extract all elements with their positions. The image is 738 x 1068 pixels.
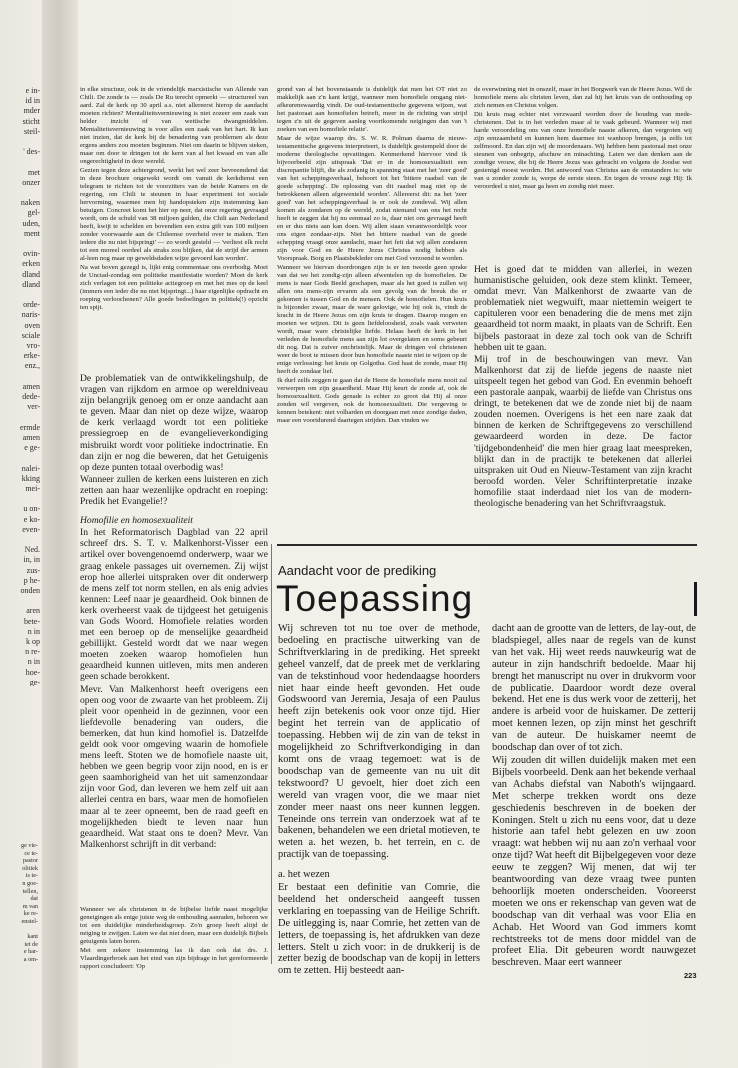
left-page-fragment-lower: [0, 842, 38, 962]
article-c1-subheading: a. het wezen: [278, 869, 330, 881]
fragment-line: met: [28, 167, 40, 177]
fragment-line: e ko-: [23, 514, 40, 524]
fragment-line: ermde: [20, 422, 40, 432]
fragment-line: Ned.: [24, 545, 40, 555]
fragment-line: iet de: [24, 940, 38, 948]
col1-para-8: Wanneer we als christenen in de bijbelse liefde naast mogelijke geneigingen als enige juiste weg de onthouding aanraden, behoren we tot een duidelijke minderheidsgroep. Zo'n groep heeft altijd de neiging te zwijgen. Laten we dat niet doen, maar een duidelijk Bijbels getuigenis laten horen.: [80, 906, 268, 945]
fragment-line: [0, 372, 40, 382]
fragment-line: e in-: [25, 86, 40, 95]
col1-para-1: in elke structuur, ook in de vriendelijk marxistische van Allende van Chili. De zonde is — zoals De Ru terecht opmerkt — structureel van aard. Zal de kerk op 30 april a.s. niet allereerst hierop de aandacht moeten richten? Mentaliteitsvernieuwing is niet zozeer een zaak van helder inzicht of van wettische dwangmiddelen. Mentaliteitsvernieuwing is voor alles een zaak van het hart. Ik kan niet inzien, dat de kerk bij de benadering van problemen als deze ergens anders zou moeten beginnen. Niet om daarin te blijven steken, maar om door te dringen tot de kern van al het kwaad en van alle ongerechtigheid in deze wereld.: [80, 86, 268, 165]
fragment-line: enstel-: [21, 917, 38, 925]
article-c2-para-2: Wij zouden dit willen duidelijk maken met een Bijbels voorbeeld. Denk aan het bekende verhaal van Achabs diefstal van Naboth's wijngaard. Met scherpe trekken wordt ons deze geschiedenis beschreven in de boeken der Koningen. Stelt u zich nu eens voor, dat u deze historie aan tafel hebt gelezen en uw zoon vraagt: wat hebben wij nu aan zo'n verhaal voor onze tijd? Wat heeft dit Bijbelgegeven voor deze eeuw te zeggen? Wij menen, dat wij ter beantwoording van deze vraag twee punten behoorlijk moeten onderscheiden. Vooreerst moeten we ons er rekenschap van geven wat de boodschap van dit verhaal was voor Elia en Achab. Het Woord van God immers komt rechtstreeks tot de mens door middel van de profeet Elia. Dit gebeuren wordt nauwgezet beschreven. Maar eert wanneer: [492, 754, 696, 969]
fragment-line: onzer: [22, 177, 40, 187]
fragment-line: [0, 290, 40, 300]
article-column-2: [492, 623, 696, 970]
fragment-line: erke-: [23, 351, 40, 361]
fragment-line: naris-: [21, 310, 40, 320]
column-3-top: [474, 86, 692, 192]
horizontal-rule: [277, 544, 697, 546]
article-c1-para-2: Er bestaat een definitie van Comrie, die beeldend het onderscheid aangeeft tussen verklaring en toepassing van de Heilige Schrift. De uitlegging is, naar Comrie, het zetten van de letters, de toepassing is, het afdrukken van deze letters. Stelt u zich voor: in de drukkerij is de zetter bezig de boodschap van de kopij in letters om te zetten. Hij besteedt aan-: [278, 882, 480, 977]
fragment-line: bete-: [24, 616, 40, 626]
fragment-line: mei-: [25, 483, 40, 493]
col2-para-4: Ik durf zelfs zeggen te gaan dat de Heere de homofiele mens nooit zal verwerpen om zijn geaardheid. Maar Hij keurt de zonde af, ook de homosexualiteit. Gods genade is echter zo groot dat Hij al onze zonden wil vergeven, ook de homosexualiteit. Die vergeving te kennen betekent: niet volharden en doorgaan met onze zondige daden, maar een voortdurend daartegen strijden. Dan vinden we: [277, 377, 467, 424]
fragment-line: [0, 535, 40, 545]
col3-para-2: Dit kruis mag echter niet verzwaard worden door de houding van mede-christenen. Dat is in het verleden maar al te vaak gebeurd. Wanneer wij met harde veroordeling ons van onze homofiele naaste afkeren, dan vergroten wij zijn eenzaamheid en kunnen hem daarmee tot wanhoop brengen, ja zelfs tot zelfmoord. En dan zijn wij de moordenaars. Wij hebben hem pastoraal met onze steunen van onbegrip, afschuw en minachting. Laten we dan denken aan de zondige vrouw, die bij de Heere Jezus was gebracht en volgens de Joodse wet gestenigd moest worden. Het antwoord van Christus aan de omstanders is: wie van u zonder zonde is, werpe de eerste steen. En tegen de vrouw zegt Hij: Ik veroordeel u niet, maar ga heen en zondig niet meer.: [474, 111, 692, 190]
fragment-line: sticht: [22, 116, 40, 126]
col2-para-2: Maar de wijze waarop drs. S. W. R. Polman daarna de nieuw-testamentische gegevens interpreteert, is duidelijk gestempeld door de moderne theologische opvattingen. Kenmerkend hiervoor vind ik bijvoorbeeld zijn uitspraak 'Dat er in de homosexualiteit een discrepantie blijft, die als zodanig in spanning staat met het 'zeer goed' van het scheppingsverhaal, behoort tot het 'bittere raadsel van de goede schepping'. De oplossing van dit raadsel mag niet op de betrokkenen alleen afgewenteld worden'. Allereerst dit: na het 'zeer goed' van het scheppingsverhaal is er ook de zondeval. Wij allen komen als zondaren op de wereld, zodat niemand van ons het recht heeft te zeggen dat hij nu eenmaal zo is, daar niet om gevraagd heeft en er dus niets aan kan doen. Wij allen staan verantwoordelijk voor ons eigen zondaar-zijn. Niet het bittere raadsel van de goede schepping vraagt onze aandacht, maar het feit dat wij allen zondaren zijn voor God en de Heere Jezus Christus nodig hebben als Voorspraak. Borg en Plaatsbekleder om met God verzoend te worden.: [277, 135, 467, 262]
fragment-line: zus-: [26, 565, 40, 575]
fragment-line: enz.,: [24, 361, 40, 371]
col1-subheading: Homofilie en homosexualiteit: [80, 515, 193, 527]
fragment-line: erken: [22, 259, 40, 269]
fragment-line: ge-: [29, 677, 40, 686]
fragment-line: aren: [26, 606, 40, 616]
fragment-line: p he-: [23, 575, 40, 585]
col1-para-6: In het Reformatorisch Dagblad van 22 april schreef drs. S. T. v. Malkenhorst-Visser een artikel over bovengenoemd onderwerp, waar we graag enkele passages uit overnemen. Zij wijst erop hoe allerlei uitspraken over dit onderwerp de mens zelf tot norm stellen, en als enig advies kennen: Leef naar je geaardheid. Ook binnen de kerk overheerst vaak de tijdgeest het getuigenis van Gods Woord. Homofiele relaties worden met een beroep op de menselijke geaardheid gebillijkt. Gesteld wordt dat we naar wegen moeten zoeken waarop homofielen hun geaardheid kunnen uitleven, mits men anderen geen schade berokkent.: [80, 527, 268, 683]
fragment-line: steil-: [24, 126, 40, 136]
article-title: Toepassing: [276, 578, 474, 619]
fragment-line: a om-: [23, 955, 38, 962]
fragment-line: sciale: [21, 330, 40, 340]
fragment-line: ke re-: [23, 910, 38, 918]
article-column-1: [278, 623, 480, 978]
fragment-line: pastor: [22, 857, 38, 865]
col3-para-3: Het is goed dat te midden van allerlei, in wezen humanistische geluiden, ook deze stem klinkt. Temeer, omdat mevr. Van Malkenhorst de zwaarte van de problematiek niet wegwuift, maar niettemin weigert te capituleren voor een benadering die de mens met zijn geaardheid tot norm maakt, in plaats van de Schrift. Een bijbels pastoraat in deze zal toch ook van de Schrift hebben uit te gaan.: [474, 264, 692, 353]
column-1-top: [80, 86, 268, 313]
column-1-mid: [80, 373, 268, 851]
page-number: 223: [684, 971, 697, 980]
fragment-line: [0, 453, 40, 463]
fragment-line: ovin-: [23, 249, 40, 259]
fragment-line: mder: [23, 106, 40, 116]
fragment-line: amen: [22, 381, 40, 391]
fragment-line: [0, 494, 40, 504]
col1-para-5: Wanneer zullen de kerken eens luisteren en zich zetten aan haar wezenlijke opdracht en roeping: Predik het Evangelie!?: [80, 473, 268, 508]
fragment-line: n in: [27, 626, 40, 636]
fragment-line: e har-: [23, 948, 38, 956]
binding-fold: [42, 0, 78, 1068]
fragment-line: dland: [22, 269, 40, 279]
fragment-line: uden,: [22, 218, 40, 228]
fragment-line: kant: [27, 933, 38, 941]
column-2: [277, 86, 467, 426]
article-c1-para-1: Wij schreven tot nu toe over de methode, bedoeling en practische uitwerking van de Schriftverklaring in de prediking. Het spreekt geheel vanzelf, dat de preek met de verklaring van de tekstinhoud voor hedendaagse hoorders niet haar einde heeft gevonden. Het oude Godswoord van Jeremia, Jesaja of een Paulus heeft zijn betekenis ook voor onze tijd. Hier begint het terrein van de applicatio of toepassing. Hebben wij de zin van de tekst in mogelijkheid zo Schriftverkondiging in dan komt ons de vraag tegemoet: wat is de boodschap van de gemeente van nu uit dit tekstwoord? U gevoelt, hier doet zich een wereld van vragen voor, die we maar niet zonder meer naast ons neer kunnen leggen. Teneinde ons terrein van onderzoek wat af te bakenen, behandelen we een drietal motieven, te weten a. het wezen, b. het terrein, en c. de practijk van de toepassing.: [278, 623, 480, 861]
col1-para-4: De problematiek van de ontwikkelingshulp, de vragen van rijkdom en armoe op wereldniveau zijn belangrijk genoeg om er onze aandacht aan te geven. Maar dan niet op deze wijze, waarop de kerk verlaagd wordt tot een politieke pressiegroep en de evangelieverkondiging misbruikt wordt voor politieke indoctrinatie. En dan zijn er nog die beweren, dat het Getuigenis op deze punten totaal overbodig was!: [80, 373, 268, 473]
fragment-line: [0, 157, 40, 167]
column-1-bottom: [80, 906, 268, 972]
fragment-line: id in: [25, 96, 40, 106]
fragment-line: e ge-: [24, 443, 40, 453]
fragment-line: ver-: [27, 402, 40, 412]
fragment-line: onden: [20, 585, 40, 595]
article-c2-para-1: dacht aan de grootte van de letters, de lay-out, de bladspiegel, alles naar de regels van de kunst van het vak. Hij weet reeds nauwkeurig wat de auteur in zijn handschrift bedoelde. Maar hij brengt het manuscript nu over in drukvorm voor de publicatie. Daardoor wordt deze overal bekend. Het ene is dus werk voor de zetterij, het andere is arbeid voor de huiskamer. De zetterij moet kennen lezen, op zijn minst het geschrift van de auteur. De huiskamer neemt de boodschap dan over of tot zich.: [492, 623, 696, 754]
fragment-line: ce te-: [24, 849, 38, 857]
article-pretitle: Aandacht voor de prediking: [278, 563, 437, 578]
fragment-line: n goe-: [22, 879, 38, 887]
fragment-line: hoe-: [25, 667, 40, 677]
left-page-fragment: [0, 86, 40, 686]
fragment-line: oven: [24, 320, 40, 330]
fragment-line: m van: [22, 902, 38, 910]
fragment-line: is te-: [25, 872, 38, 880]
fragment-line: [0, 926, 38, 934]
fragment-line: k op: [26, 636, 40, 646]
fragment-line: ment: [24, 228, 40, 238]
fragment-line: amen: [22, 432, 40, 442]
fragment-line: [0, 596, 40, 606]
fragment-line: n in: [27, 657, 40, 667]
fragment-line: [0, 413, 40, 423]
fragment-line: [0, 239, 40, 249]
fragment-line: gel-: [27, 208, 40, 218]
fragment-line: n re-: [25, 647, 40, 657]
fragment-line: tellen,: [22, 887, 38, 895]
title-bar: [694, 582, 697, 616]
fragment-line: dede-: [22, 392, 40, 402]
fragment-line: naken: [20, 198, 40, 208]
fragment-line: u on-: [23, 504, 40, 514]
col1-para-9: Met een zekere instemming las ik dan ook dat drs. J. Vlaardingerbroek aan het eind van zijn bijdrage in het gereformeerde rapport concludeert: 'Op: [80, 947, 268, 970]
fragment-line: dat: [30, 895, 38, 903]
fragment-line: in, in: [23, 555, 40, 565]
col1-para-2: Gezien tegen deze achtergrond, werkt het wel zeer bevreemdend dat in deze brochure ongewekt wordt om vanuit de kerkdienst een telegram te richten tot de voorzitters van de beide Kamers en de regering, om Chili te steunen in haar experiment tot sociale hervorming, waarmee men bij handopsteken zijn instemming kan betuigen. Concreet komt het hier op neer, dat onze regering gevraagd wordt, om de schuld van 38 miljoen gulden, die Chili aan Nederland heeft, kwijt te schelden en bovendien een extra gift van 100 miljoen zonder voorwaarde aan de Chileense overheid over te maken. 'Een iedere die nu niet bijspringt' — zo wordt gesteld — 'verliest elk recht tot een moreel oordeel als straks zou blijken, dat de strijd der armen al-leen nog maar op geweldsdaden wijze gevoerd kan worden'.: [80, 167, 268, 262]
fragment-line: olitiek: [22, 864, 38, 872]
col3-para-4: Mij trof in de beschouwingen van mevr. Van Malkenhorst dat zij de liefde jegens de naaste niet uitspeelt tegen het gebod van God. En evenmin behoeft een pastorale aanpak, waarbij de liefde van Christus ons dringt, te betekenen dat we de zonde niet bij de naam zouden noemen. Overigens is het een nare zaak dat binnen de kerken de Schriftgegevens zo verschillend gewaardeerd worden in deze. De factor 'tijdgebondenheid' die men hier graag laat meespreken, blijkt dan in de practijk te betekenen dat allerlei uitspraken uit Oud en Nieuw-Testament van zijn kracht beroofd worden. Veler Schriftinterpretatie inzake homofilie staat inderdaad niet los van de modern-theologische benadering van het Schriftvraagstuk.: [474, 353, 692, 509]
fragment-line: vro-: [26, 341, 40, 351]
fragment-line: dland: [22, 279, 40, 289]
col2-para-3: Wanneer we hiervan doordrongen zijn is er ten tweede geen sprake van dat we het zondig-zijn alleen afwentelen op de homofielen. De mens is naar Gods Beeld geschapen, maar als het goed is zullen wij allen ons mens-zijn ervaren als een gevolg van de breuk die er gekomen is tussen God en de mensen. Ook de homofielen. Hun kruis is bijzonder zwaar, maar de ware gelovige, wie hij ook is, vindt de kracht in de Heere Jezus om zijn kruis te dragen. Daarop mogen en moeten we wijzen. Dit is geen liefdeloosheid, zoals vaak verweten wordt, maar ware christelijke liefde. Helaas heeft de kerk in het verleden de homofiele mens aan zijn lot overgelaten en soms gebeurt dit nog. Dat is zuiver onchristelijk. Maar de dringen vol christenen weer de boot te missen door hun homofiele naaste niet te wijzen op de enige verlossing: het kruis op Golgotha. God haat de zonde, maar Hij heeft de zondaar lief.: [277, 264, 467, 375]
fragment-line: [0, 137, 40, 147]
col1-para-7: Mevr. Van Malkenhorst heeft overigens een open oog voor de zwaarte van het probleem. Zij pleit voor openheid in de gezinnen, voor een liefdevolle benadering van ouders, die bemerken, dat hun kind homofiel is. Datzelfde geldt ook voor omgeving waarin de homofiele mens leeft. Stoten we de homofiele naaste uit, hebben we geen begrip voor zijn nood, en is er geen saamhorigheid van het uit samenzondaar zijn voor God, dan leveren we hem zelf uit aan allerlei centra en bars, waar men de homofielen maar al te zeer opneemt, ben de raad geeft en mogelijkheden biedt te leven naar hun geaardheid. Wat staat ons te doen? Mevr. Van Malkenhorst schrijft in dit verband:: [80, 683, 268, 850]
vertical-rule: [271, 544, 272, 964]
col1-para-3: Na wat boven gezegd is, lijkt enig commentaar ons overbodig. Moet de Unctad-zondag een politieke manifestatie worden? Moet de kerk zich verlagen tot een politieke actiegroep en met het mes op de keel (immers een ieder die nu niet bijspringt...) haar eigenlijke opdracht en roeping verloochenen? Alle goede bedoelingen in politiek(!) opzicht ten spijt.: [80, 264, 268, 311]
col2-para-1: grond van al het bovenstaande is duidelijk dat men het OT niet zo makkelijk aan z'n kant krijgt, wanneer men homofiele omgang niet-afkeurenswaardig vindt. De oud-testamentische gegevens wijzen, wat het pastoraat aan homofielen betreft, meer in de richting van strijd tegen z'n uit de gegeven aanleg voortkomende neigingen dan van 't zoeken van een homofiele relatie'.: [277, 86, 467, 133]
fragment-line: even-: [22, 524, 40, 534]
col3-para-1: de overwinning niet in onszelf, maar in het Borgwerk van de Heere Jezus. Wil de homofiele mens als christen leven, dan zal hij het kruis van de onthouding op zich nemen en Christus volgen.: [474, 86, 692, 109]
fragment-line: [0, 188, 40, 198]
fragment-line: ' des-: [23, 147, 40, 157]
column-3-bottom: [474, 264, 692, 510]
fragment-line: orde-: [23, 300, 40, 310]
fragment-line: kking: [21, 473, 40, 483]
fragment-line: nalei-: [21, 463, 40, 473]
fragment-line: ge vie-: [20, 842, 38, 849]
